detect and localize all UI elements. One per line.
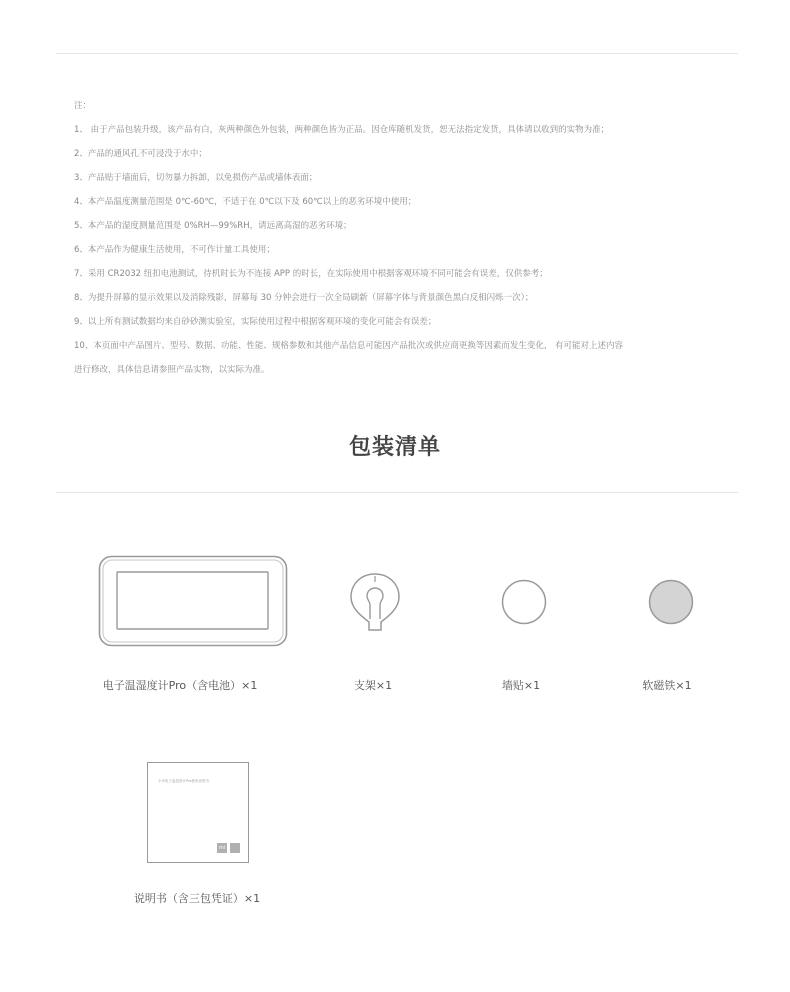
package-item-label: 支架×1 xyxy=(353,679,393,692)
package-divider xyxy=(56,492,738,493)
note-item: 10、本页面中产品图片、型号、数据、功能、性能、规格参数和其他产品信息可能因产品批次或供应商更换等因素而发生变化， 有可能对上述内容 xyxy=(74,341,624,351)
note-item: 2、产品的通风孔不可浸没于水中； xyxy=(74,149,207,159)
thermometer-hygrometer-icon xyxy=(98,555,288,647)
manual-logo: mi xyxy=(218,845,226,851)
stand-icon xyxy=(349,572,401,632)
note-item: 3、产品贴于墙面后，切勿暴力拆卸，以免损伤产品或墙体表面； xyxy=(74,173,318,183)
manual-cover-text: 小米电子温湿度计Pro使用说明书 xyxy=(158,779,210,783)
note-item: 7、采用 CR2032 纽扣电池测试，待机时长为不连接 APP 的时长，在实际使用中根据客观环境不同可能会有误差，仅供参考； xyxy=(74,269,548,279)
notes-heading: 注： xyxy=(74,101,92,111)
manual-logo-secondary xyxy=(230,843,240,853)
soft-magnet-icon xyxy=(647,578,695,626)
note-item: 进行修改，具体信息请参照产品实物，以实际为准。 xyxy=(74,365,270,375)
package-item-label: 电子温湿度计Pro（含电池）×1 xyxy=(102,679,258,692)
note-item: 9、以上所有测试数据均来自砂砂测实验室，实际使用过程中根据客观环境的变化可能会有误差； xyxy=(74,317,437,327)
wall-sticker-icon xyxy=(500,578,548,626)
note-item: 6、本产品作为健康生活使用，不可作计量工具使用； xyxy=(74,245,275,255)
note-item: 5、本产品的湿度测量范围是 0%RH—99%RH，请远离高湿的恶劣环境； xyxy=(74,221,352,231)
note-item: 4、本产品温度测量范围是 0℃-60℃，不适于在 0℃以下及 60℃以上的恶劣环境中使用； xyxy=(74,197,417,207)
top-divider xyxy=(56,53,738,54)
package-item-label: 墙贴×1 xyxy=(501,679,541,692)
manual-icon xyxy=(147,762,249,863)
package-list-title: 包装清单 xyxy=(348,435,441,460)
note-item: 8、为提升屏幕的显示效果以及消除残影，屏幕每 30 分钟会进行一次全局刷新（屏幕字体与背景颜色黑白反相闪烁一次）； xyxy=(74,293,534,303)
package-item-label: 软磁铁×1 xyxy=(642,679,692,692)
package-item-label: 说明书（含三包凭证）×1 xyxy=(133,892,261,905)
note-item: 1、 由于产品包装升级，该产品有白，灰两种颜色外包装，两种颜色皆为正品。因仓库随机发货，恕无法指定发货，具体请以收到的实物为准； xyxy=(74,125,610,135)
